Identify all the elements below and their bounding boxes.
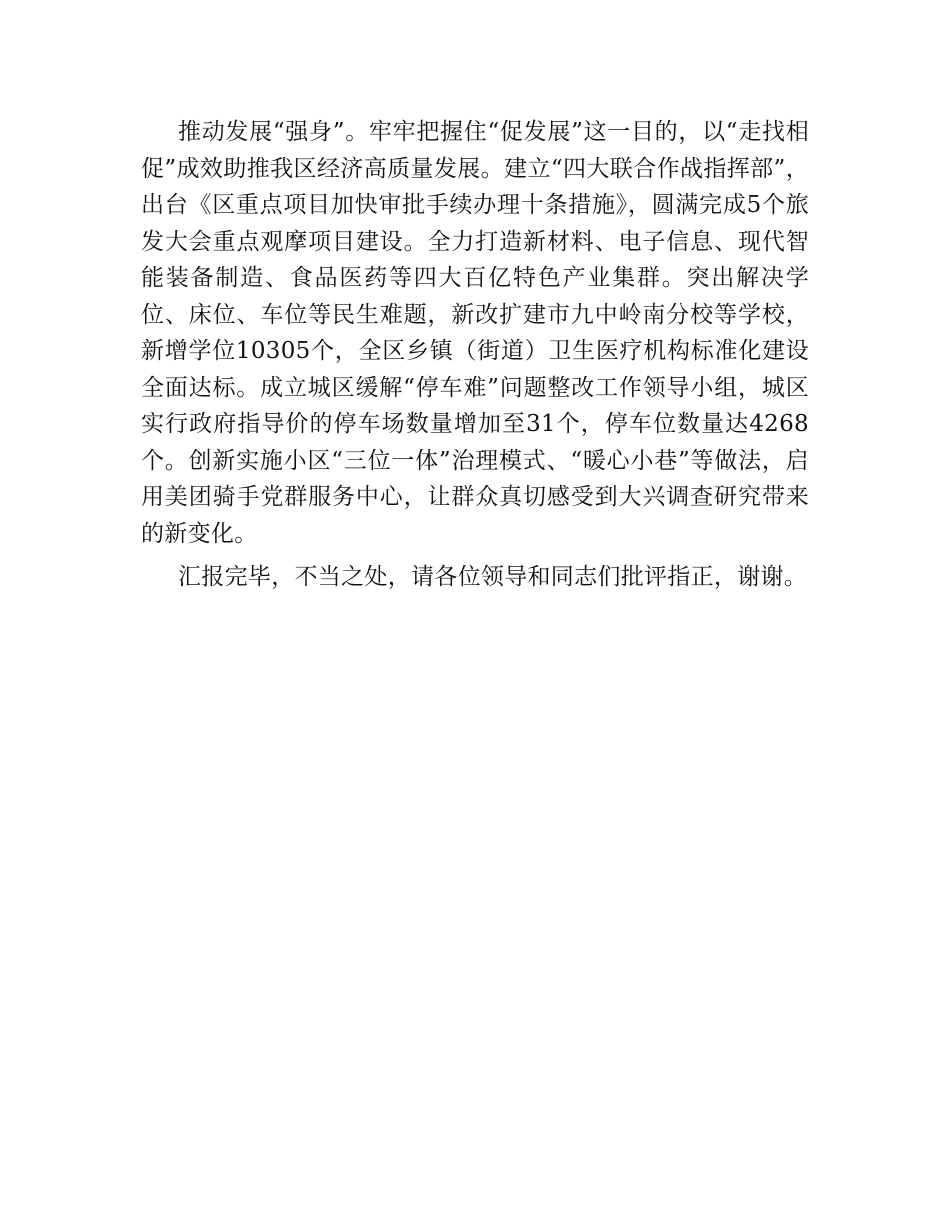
paragraph-development: 推动发展“强身”。牢牢把握住“促发展”这一目的，以“走找相促”成效助推我区经济高质量发展。建立“四大联合作战指挥部”，出台《区重点项目加快审批手续办理十条措施》，圆满完成5个旅发大会重点观摩项目建设。全力打造新材料、电子信息、现代智能装备制造、食品医药等四大百亿特色产业集群。突出解决学位、床位、车位等民生难题，新改扩建市九中岭南分校等学校，新增学位10305个，全区乡镇（街道）卫生医疗机构标准化建设全面达标。成立城区缓解“停车难”问题整改工作领导小组，城区实行政府指导价的停车场数量增加至31个，停车位数量达4268个。创新实施小区“三位一体”治理模式、“暖心小巷”等做法，启用美团骑手党群服务中心，让群众真切感受到大兴调查研究带来的新变化。 xyxy=(141,119,809,547)
paragraph-closing: 汇报完毕，不当之处，请各位领导和同志们批评指正，谢谢。 xyxy=(178,564,808,590)
document-body xyxy=(141,114,809,596)
